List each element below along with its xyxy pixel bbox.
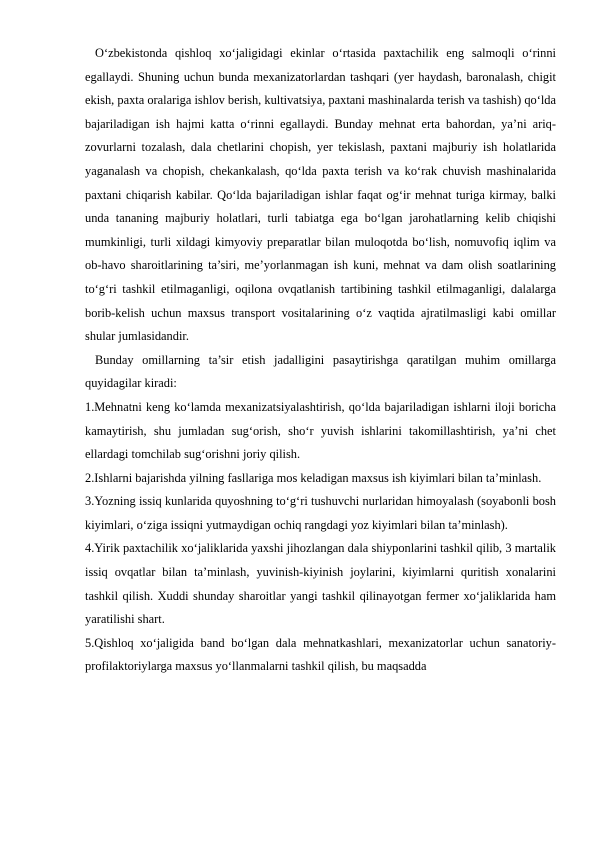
list-item-3: 3.Yozning issiq kunlarida quyoshning to‘g‘ri tushuvchi nurlaridan himoyalash (soyabonli bosh kiyimlari, o‘ziga issiqni yutmaydigan ochiq rangdagi yoz kiyimlari bilan ta’minlash).	[85, 494, 556, 532]
list-item-4: 4.Yirik paxtachilik xo‘jaliklarida yaxshi jihozlangan dala shiyponlarini tashkil qilib, 3 martalik issiq ovqatlar bilan ta’minlash, yuvinish-kiyinish joylarini, kiyimlarni quritish xonalarini tashkil qilish. Xuddi shunday sharoitlar yangi tashkil qilinayotgan fermer xo‘jaliklarida ham yaratilishi shart.	[85, 541, 556, 627]
document-page	[85, 42, 556, 679]
list-item-1: 1.Mehnatni keng ko‘lamda mexanizatsiyalashtirish, qo‘lda bajariladigan ishlarni iloji boricha kamaytirish, shu jumladan sug‘orish, sho‘r yuvish ishlarini takomillashtirish, ya’ni chet ellardagi tomchilab sug‘orishni joriy qilish.	[85, 399, 556, 462]
list-item-5: 5.Qishloq xo‘jaligida band bo‘lgan dala mehnatkashlari, mexanizatorlar uchun sanatoriy-profilaktoriylarga maxsus yo‘llanmalarni tashkil qilish, bu maqsadda	[85, 635, 556, 674]
list-item-2: 2.Ishlarni bajarishda yilning fasllariga mos keladigan maxsus ish kiyimlari bilan ta’minlash.	[85, 470, 542, 485]
paragraph-factors-lead: Bunday omillarning ta’sir etish jadalligini pasaytirishga qaratilgan muhim omillarga quyidagilar kiradi:	[85, 352, 556, 391]
paragraph-intro: O‘zbekistonda qishloq xo‘jaligidagi ekinlar o‘rtasida paxtachilik eng salmoqli o‘rinni egallaydi. Shuning uchun bunda mexanizatorlardan tashqari (yer haydash, baronalash, chigit ekish, paxta oralariga ishlov berish, kultivatsiya, paxtani mashinalarda terish va tashish) qo‘lda bajariladigan ish hajmi katta o‘rinni egallaydi. Bunday mehnat erta bahordan, ya’ni ariq-zovurlarni tozalash, dala chetlarini chopish, yer tekislash, paxtani majburiy ish holatlarida yaganalash va chopish, chekankalash, qo‘lda paxta terish va ko‘rak chuvish mashinalarida paxtani chiqarish kabilar. Qo‘lda bajariladigan ishlar faqat og‘ir mehnat turiga kirmay, balki unda tananing majburiy holatlari, turli tabiatga ega bo‘lgan jarohatlarning kelib chiqishi mumkinligi, turli xildagi kimyoviy preparatlar bilan muloqotda bo‘lish, nomuvofiq iqlim va ob-havo sharoitlarining ta’siri, me’yorlanmagan ish kuni, mehnat va dam olish soatlarining to‘g‘ri tashkil etilmaganligi, oqilona ovqatlanish tartibining tashkil etilmaganligi, dalalarga borib-kelish uchun maxsus transport vositalarining o‘z vaqtida ajratilmasligi kabi omillar shular jumlasidandir.	[85, 46, 556, 344]
